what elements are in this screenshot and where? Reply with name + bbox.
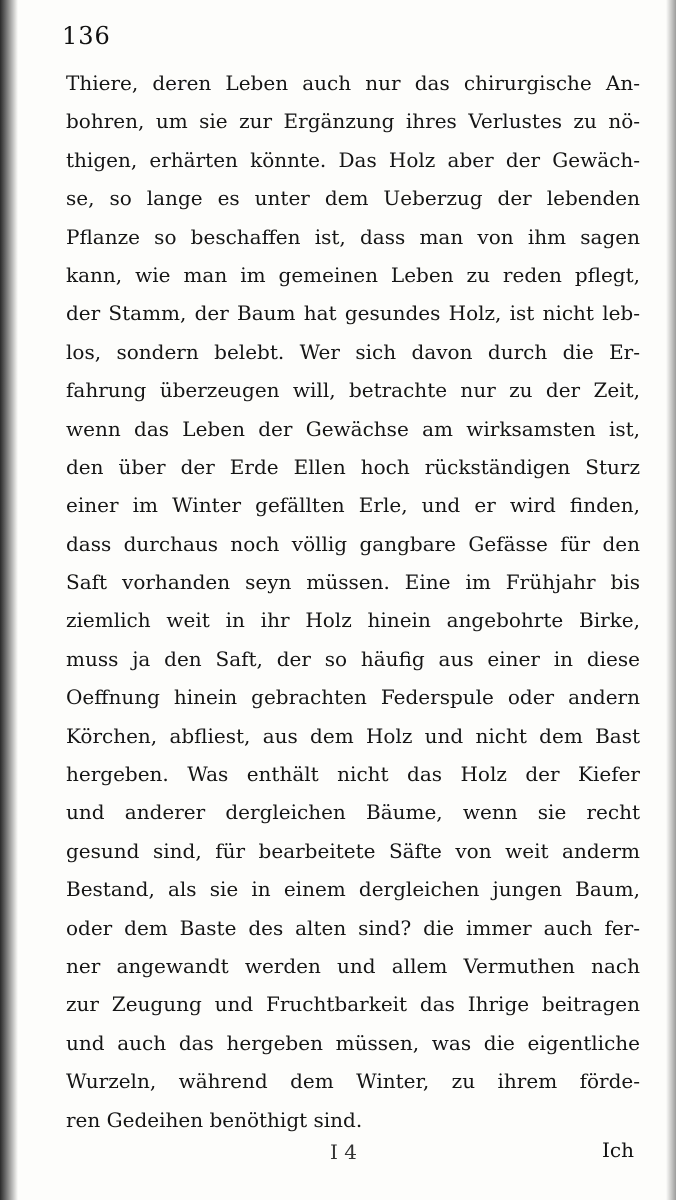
text-line: muss ja den Saft, der so häufig aus einer in diese: [66, 646, 640, 671]
catchword: Ich: [602, 1138, 634, 1162]
text-line: Oeffnung hinein gebrachten Federspule oder andern: [66, 685, 640, 710]
text-line: Saft vorhanden seyn müssen. Eine im Frühjahr bis: [66, 570, 640, 595]
text-line: dass durchaus noch völlig gangbare Gefässe für den: [66, 531, 640, 556]
edge-shadow: [666, 0, 676, 1200]
text-line: Körchen, abfliest, aus dem Holz und nicht dem Bast: [66, 723, 640, 748]
text-line: kann, wie man im gemeinen Leben zu reden pflegt,: [66, 262, 640, 287]
text-line: Pflanze so beschaffen ist, dass man von ihm sagen: [66, 224, 640, 249]
text-line: ner angewandt werden und allem Vermuthen nach: [66, 953, 640, 978]
text-line: wenn das Leben der Gewächse am wirksamsten ist,: [66, 416, 640, 441]
text-line: oder dem Baste des alten sind? die immer auch fer-: [66, 915, 640, 940]
text-line: der Stamm, der Baum hat gesundes Holz, ist nicht leb-: [66, 301, 640, 326]
text-line: und anderer dergleichen Bäume, wenn sie recht: [66, 800, 640, 825]
text-line: ren Gedeihen benöthigt sind.: [66, 1107, 363, 1132]
page-number: 136: [62, 22, 111, 50]
text-line: se, so lange es unter dem Ueberzug der lebenden: [66, 186, 640, 211]
text-line: hergeben. Was enthält nicht das Holz der Kiefer: [66, 762, 640, 787]
text-line: einer im Winter gefällten Erle, und er wird finden,: [66, 493, 640, 518]
text-line: thigen, erhärten könnte. Das Holz aber der Gewäch-: [66, 147, 640, 172]
text-line: den über der Erde Ellen hoch rückständigen Sturz: [66, 454, 640, 479]
binding-shadow: [0, 0, 18, 1200]
text-line: los, sondern belebt. Wer sich davon durch die Er-: [66, 339, 640, 364]
text-line: Wurzeln, während dem Winter, zu ihrem förde-: [66, 1069, 640, 1094]
text-line: fahrung überzeugen will, betrachte nur zu der Zeit,: [66, 378, 640, 403]
text-line: Bestand, als sie in einem dergleichen jungen Baum,: [66, 877, 640, 902]
text-line: bohren, um sie zur Ergänzung ihres Verlustes zu nö-: [66, 109, 640, 134]
text-line: ziemlich weit in ihr Holz hinein angebohrte Birke,: [66, 608, 640, 633]
text-line: gesund sind, für bearbeitete Säfte von weit anderm: [66, 838, 640, 863]
text-line: und auch das hergeben müssen, was die eigentliche: [66, 1030, 640, 1055]
signature-mark: I 4: [330, 1140, 357, 1164]
body-text: [66, 64, 640, 1139]
text-line: zur Zeugung und Fruchtbarkeit das Ihrige beitragen: [66, 992, 640, 1017]
text-line: Thiere, deren Leben auch nur das chirurgische An-: [66, 71, 640, 95]
